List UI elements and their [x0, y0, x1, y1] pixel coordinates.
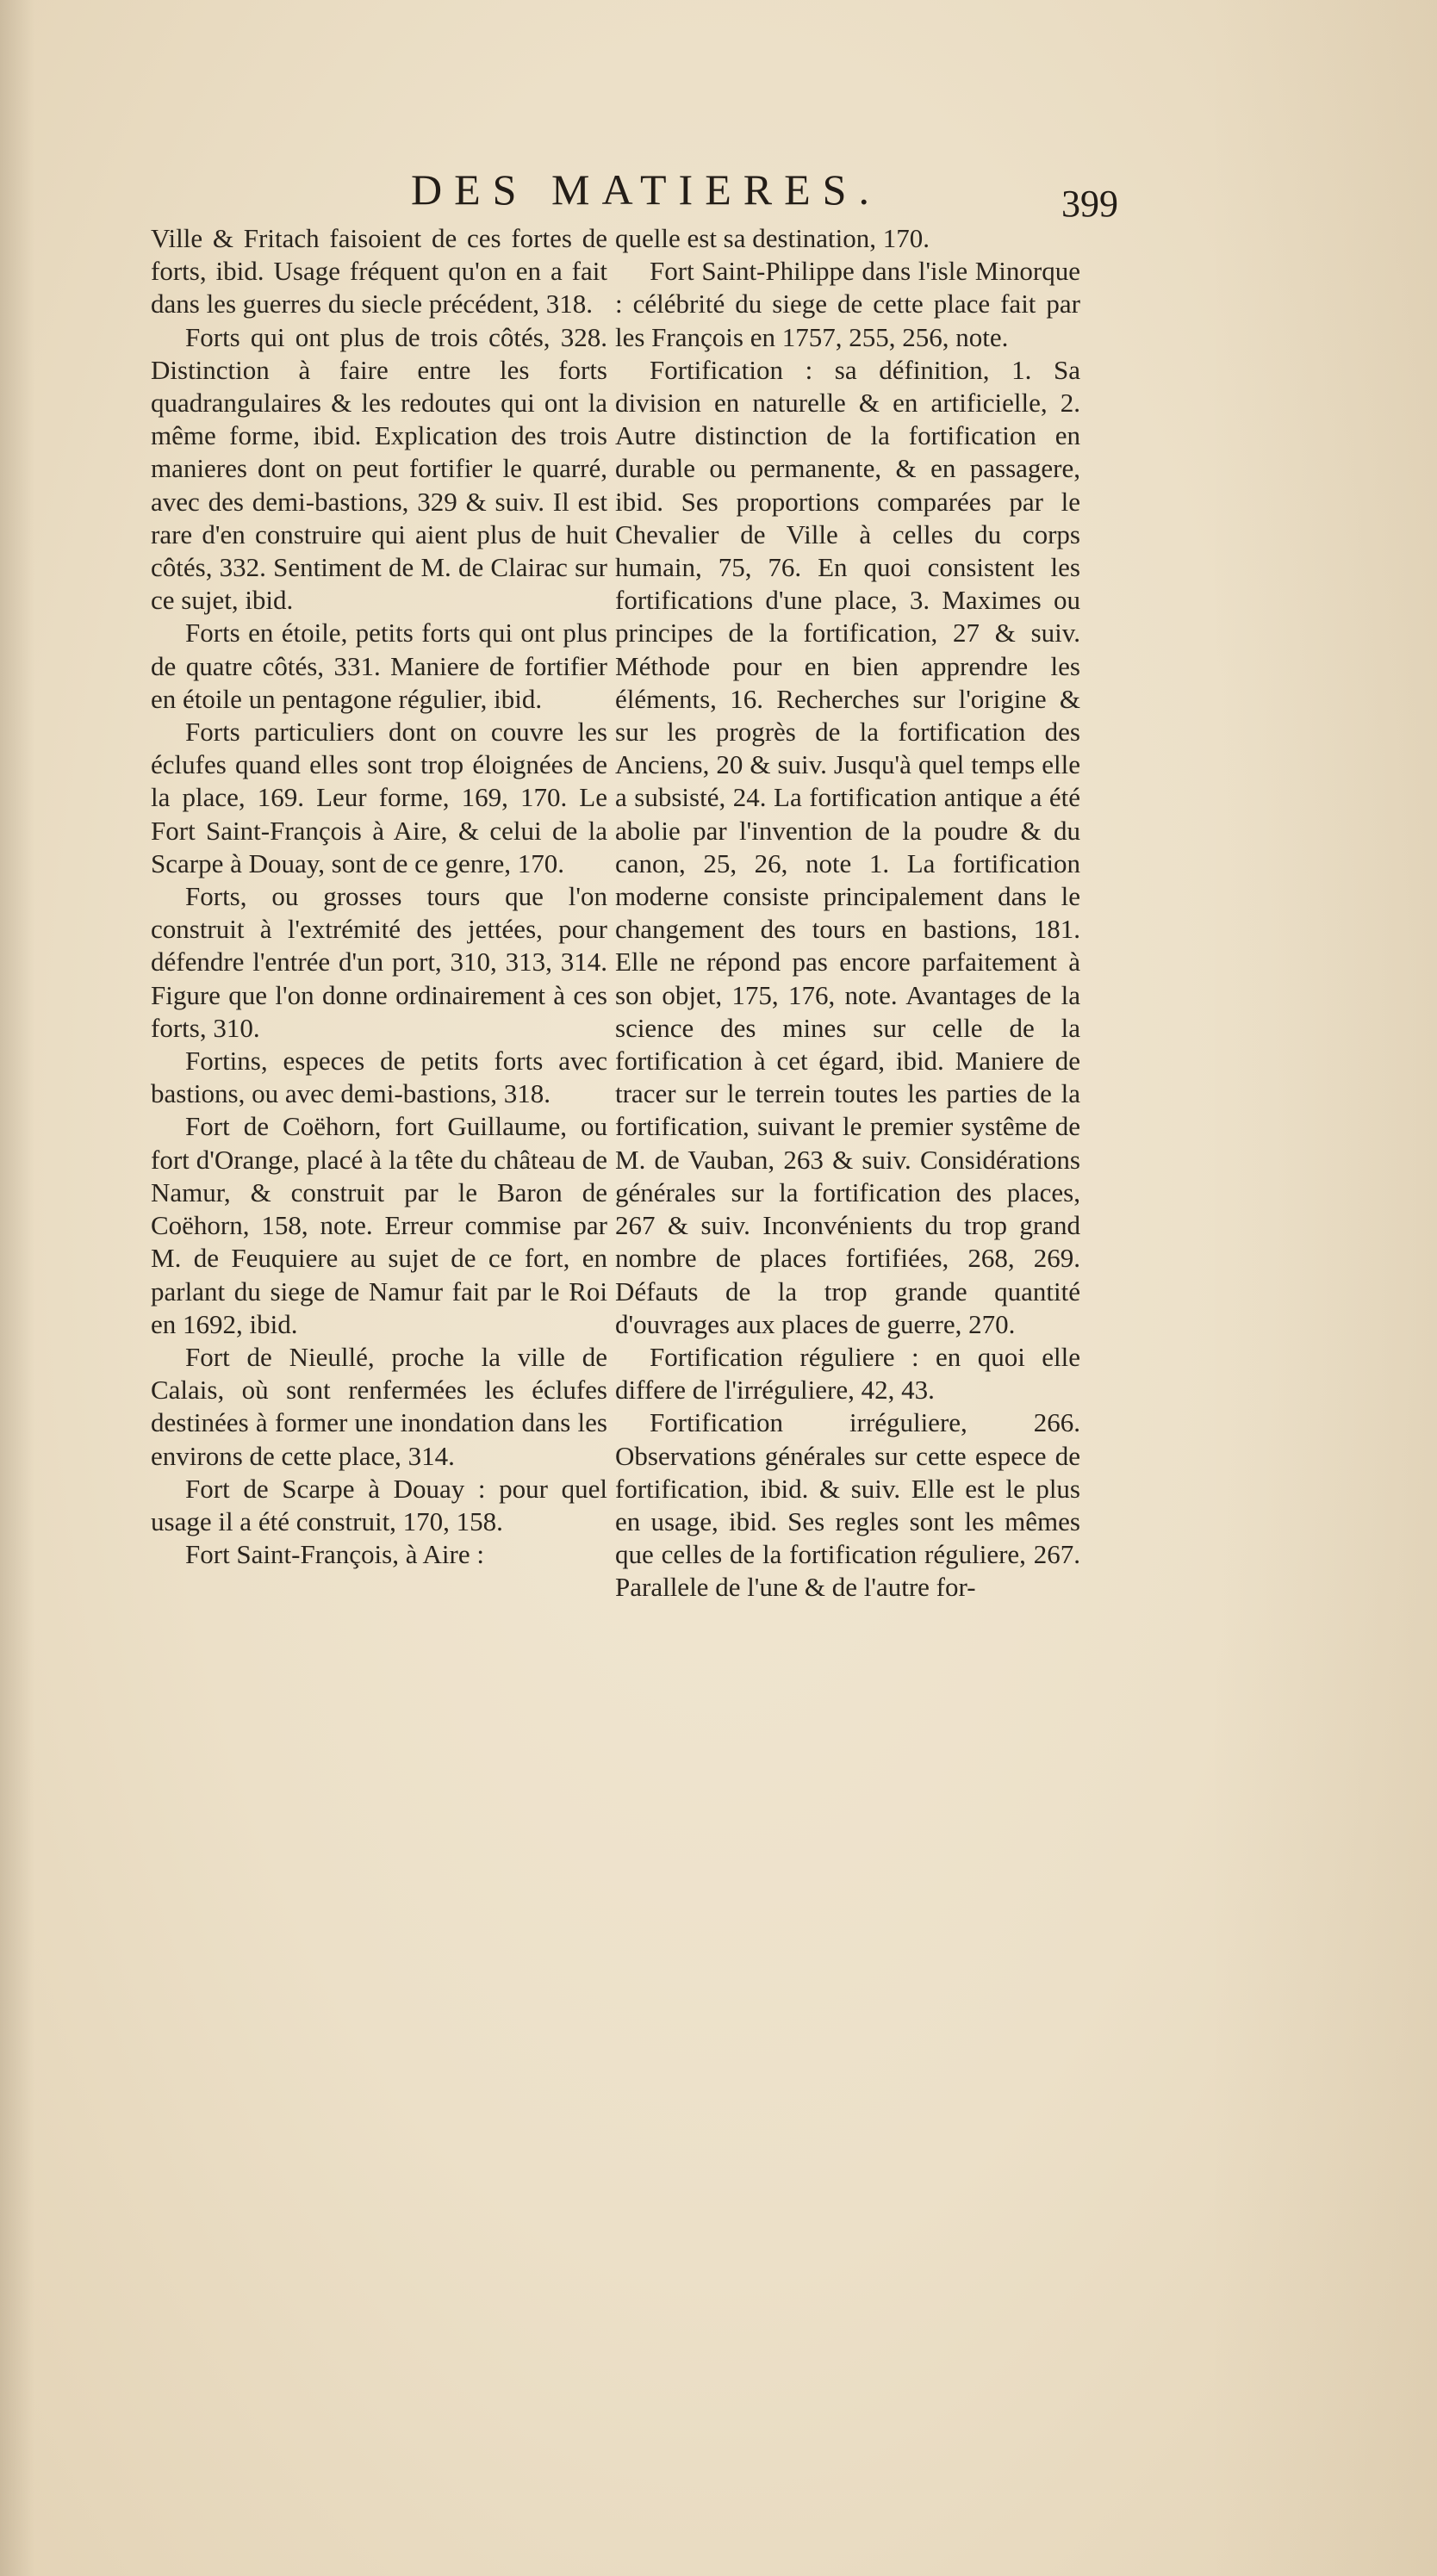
page-header [0, 164, 1437, 224]
index-entry: Fortification irréguliere, 266. Observations générales sur cette espece de fortification, ibid. & suiv. Elle est le plus en usage, ibid. Ses regles sont les mêmes que celles de la fortification réguliere, 267. Parallele de l'une & de l'autre for- [615, 1407, 1080, 1603]
page-number: 399 [1061, 183, 1118, 225]
index-entry: Fort de Scarpe à Douay : pour quel usage il a été construit, 170, 158. [151, 1473, 607, 1536]
index-entry: Forts, ou grosses tours que l'on construit à l'extrémité des jettées, pour défendre l'entrée d'un port, 310, 313, 314. Figure que l'on donne ordinairement à ces forts, 310. [151, 881, 607, 1043]
index-entry: Forts qui ont plus de trois côtés, 328. Distinction à faire entre les forts quadrangulaires & les redoutes qui ont la même forme, ibid. Explication des trois manieres dont on peut fortifier le quarré, avec des demi-bastions, 329 & suiv. Il est rare d'en construire qui aient plus de huit côtés, 332. Sentiment de M. de Clairac sur ce sujet, ibid. [151, 321, 607, 616]
index-entry: Fortification : sa définition, 1. Sa division en naturelle & en artificielle, 2. Autre distinction de la fortification en durable ou permanente, & en passagere, ibid. Ses proportions comparées par le Chevalier de Ville à celles du corps humain, 75, 76. En quoi consistent les fortifications d'une place, 3. Maximes ou principes de la fortification, 27 & suiv. Méthode pour en bien apprendre les éléments, 16. Recherches sur l'origine & sur les progrès de la fortification des Anciens, 20 & suiv. Jusqu'à quel temps elle a subsisté, 24. La fortification antique a été abolie par l'invention de la poudre & du canon, 25, 26, note 1. La fortification moderne consiste principalement dans le changement des tours en bastions, 181. Elle ne répond pas encore parfaitement à son objet, 175, 176, note. Avantages de la science des mines sur celle de la fortification à cet égard, ibid. Maniere de tracer sur le terrein toutes les parties de la fortification, suivant le premier systême de M. de Vauban, 263 & suiv. Considérations générales sur la fortification des places, 267 & suiv. Inconvénients du trop grand nombre de places fortifiées, 268, 269. Défauts de la trop grande quantité d'ouvrages aux places de guerre, 270. [615, 354, 1080, 1339]
index-entry: Fort de Nieullé, proche la ville de Calais, où sont renfermées les éclufes destinées à former une inondation dans les environs de cette place, 314. [151, 1341, 607, 1471]
page-edge-shading [1206, 0, 1437, 2576]
index-entry: Fortins, especes de petits forts avec bastions, ou avec demi-bastions, 318. [151, 1046, 607, 1109]
index-entry: Fort de Coëhorn, fort Guillaume, ou fort d'Orange, placé à la tête du château de Namur, & construit par le Baron de Coëhorn, 158, note. Erreur commise par M. de Feuquiere au sujet de ce fort, en parlant du siege de Namur fait par le Roi en 1692, ibid. [151, 1111, 607, 1339]
index-entry: Fort Saint-François, à Aire : [185, 1539, 484, 1570]
index-entry: Forts particuliers dont on couvre les éclufes quand elles sont trop éloignées de la place, 169. Leur forme, 169, 170. Le Fort Saint-François à Aire, & celui de la Scarpe à Douay, sont de ce genre, 170. [151, 717, 607, 878]
page-spine-shadow [0, 0, 34, 2576]
index-entry: Ville & Fritach faisoient de ces fortes de forts, ibid. Usage fréquent qu'on en a fait dans les guerres du siecle précédent, 318. [151, 223, 607, 320]
index-entry: Fort Saint-Philippe dans l'isle Minorque : célébrité du siege de cette place fait par les François en 1757, 255, 256, note. [615, 256, 1080, 352]
right-column [615, 222, 1080, 1605]
index-entry: quelle est sa destination, 170. [615, 223, 930, 253]
index-entry: Forts en étoile, petits forts qui ont plus de quatre côtés, 331. Maniere de fortifier en étoile un pentagone régulier, ibid. [151, 618, 607, 714]
running-title: DES MATIERES. [411, 165, 881, 214]
left-column [151, 222, 607, 1571]
index-entry: Fortification réguliere : en quoi elle differe de l'irréguliere, 42, 43. [615, 1341, 1080, 1406]
